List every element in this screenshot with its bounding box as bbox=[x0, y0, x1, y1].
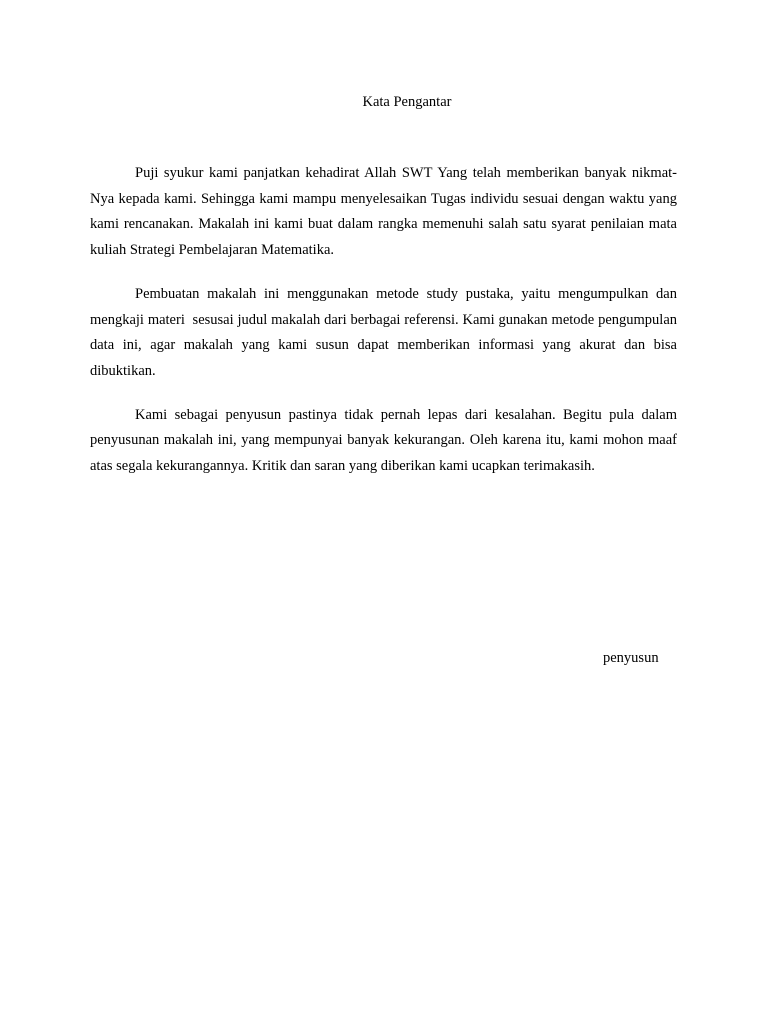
document-title: Kata Pengantar bbox=[362, 94, 452, 110]
paragraph-3: Kami sebagai penyusun pastinya tidak pernah lepas dari kesalahan. Begitu pula dalam penyusunan makalah ini, yang mempunyai banyak kekurangan. Oleh karena itu, kami mohon maaf atas segala kekurangannya. Kritik dan saran yang diberikan kami ucapkan terimakasih. bbox=[90, 406, 681, 475]
paragraph-1: Puji syukur kami panjatkan kehadirat Allah SWT Yang telah memberikan banyak nikmat-Nya kepada kami. Sehingga kami mampu menyelesaikan Tugas individu sesuai dengan waktu yang kami rencanakan. Makalah ini kami buat dalam rangka memenuhi salah satu syarat penilaian mata kuliah Strategi Pembelajaran Matematika. bbox=[90, 165, 681, 259]
document-body bbox=[90, 161, 681, 498]
signature: penyusun bbox=[603, 650, 659, 666]
paragraph-2: Pembuatan makalah ini menggunakan metode study pustaka, yaitu mengumpulkan dan mengkaji materi sesusai judul makalah dari berbagai referensi. Kami gunakan metode pengumpulan data ini, agar makalah yang kami susun dapat memberikan informasi yang akurat dan bisa dibuktikan. bbox=[90, 285, 681, 379]
